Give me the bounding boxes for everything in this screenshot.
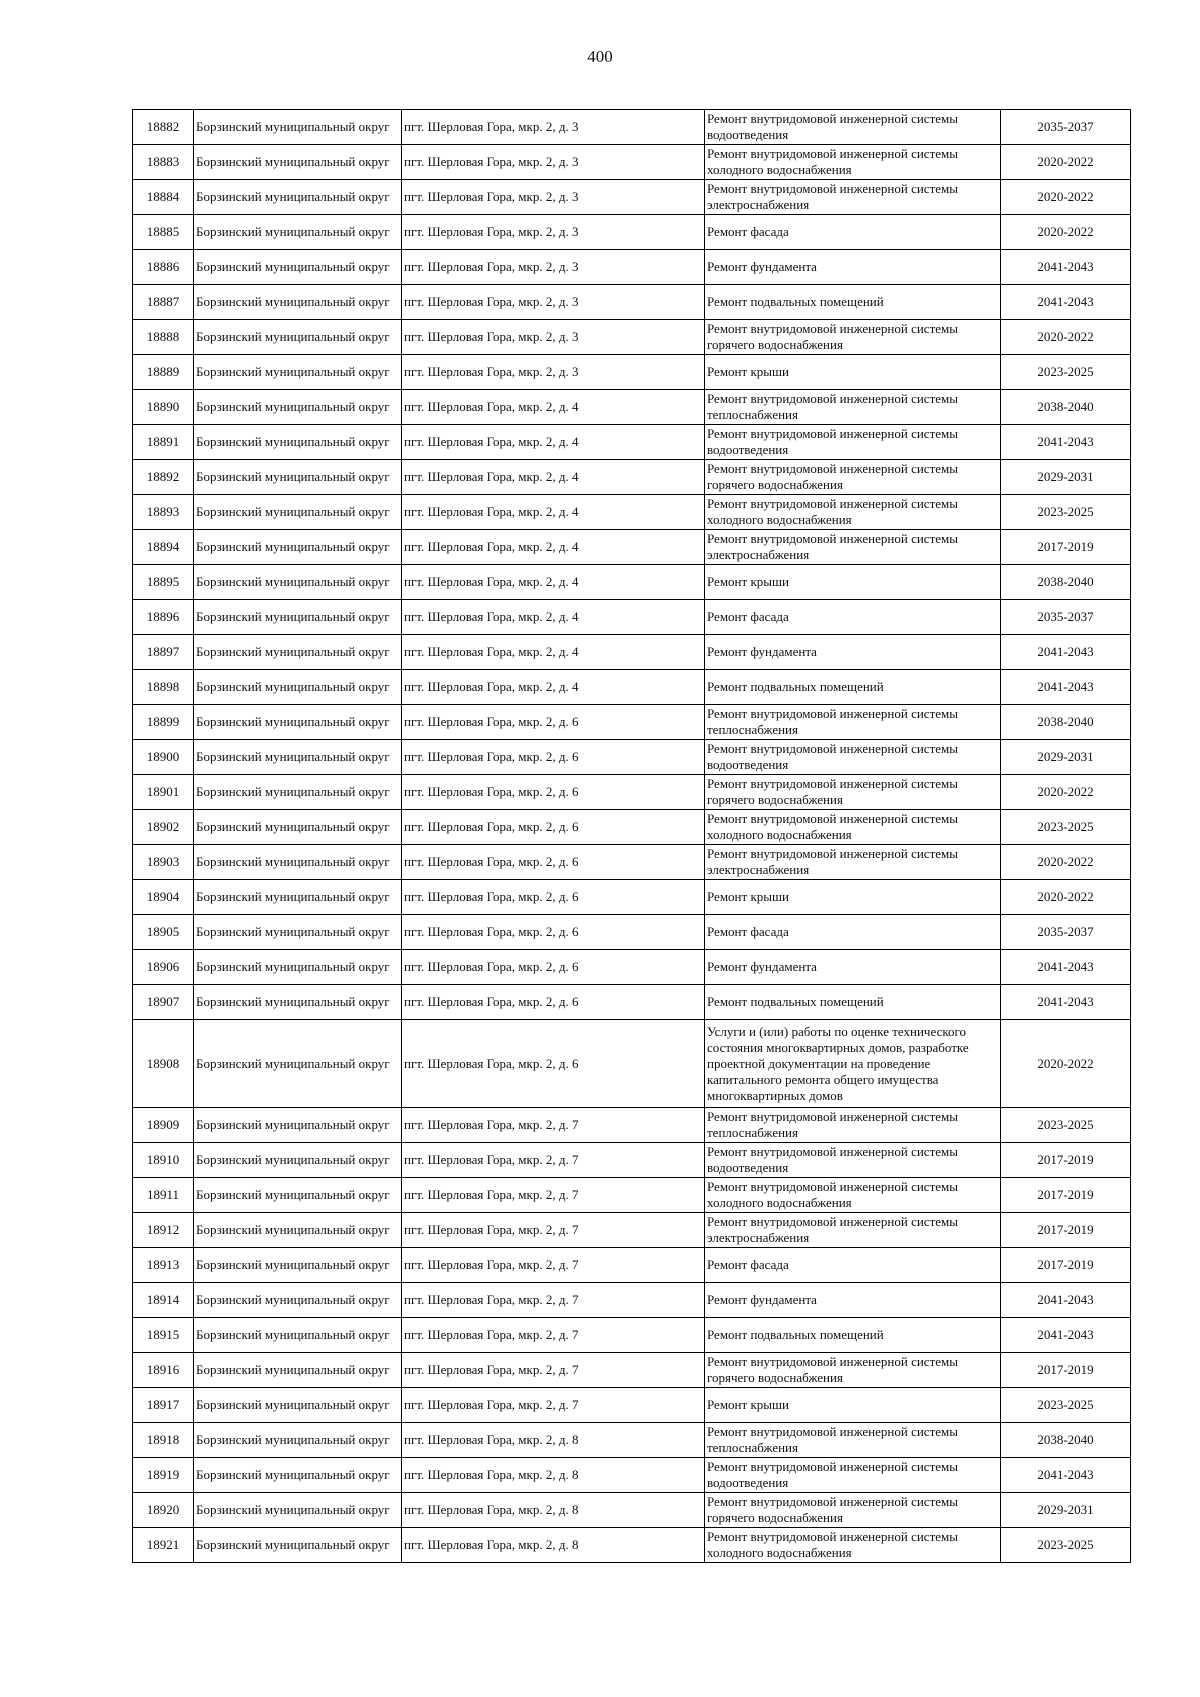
period-cell: 2020-2022 — [1001, 880, 1131, 915]
period-cell: 2041-2043 — [1001, 425, 1131, 460]
address-cell: пгт. Шерловая Гора, мкр. 2, д. 8 — [402, 1458, 705, 1493]
address-cell: пгт. Шерловая Гора, мкр. 2, д. 7 — [402, 1248, 705, 1283]
address-cell: пгт. Шерловая Гора, мкр. 2, д. 6 — [402, 915, 705, 950]
address-cell: пгт. Шерловая Гора, мкр. 2, д. 3 — [402, 250, 705, 285]
address-cell: пгт. Шерловая Гора, мкр. 2, д. 4 — [402, 635, 705, 670]
work-type-cell: Ремонт внутридомовой инженерной системы электроснабжения — [705, 845, 1001, 880]
period-cell: 2020-2022 — [1001, 145, 1131, 180]
table-row — [133, 110, 1131, 145]
work-type-cell: Ремонт фундамента — [705, 1283, 1001, 1318]
address-cell: пгт. Шерловая Гора, мкр. 2, д. 7 — [402, 1213, 705, 1248]
table-row — [133, 740, 1131, 775]
address-cell: пгт. Шерловая Гора, мкр. 2, д. 3 — [402, 145, 705, 180]
district-cell: Борзинский муниципальный округ — [194, 1493, 402, 1528]
row-number-cell: 18896 — [133, 600, 194, 635]
work-type-cell: Ремонт подвальных помещений — [705, 670, 1001, 705]
address-cell: пгт. Шерловая Гора, мкр. 2, д. 4 — [402, 565, 705, 600]
period-cell: 2017-2019 — [1001, 1143, 1131, 1178]
period-cell: 2041-2043 — [1001, 250, 1131, 285]
work-type-cell: Ремонт внутридомовой инженерной системы теплоснабжения — [705, 1423, 1001, 1458]
address-cell: пгт. Шерловая Гора, мкр. 2, д. 7 — [402, 1318, 705, 1353]
page-number: 400 — [587, 47, 613, 66]
row-number-cell: 18895 — [133, 565, 194, 600]
work-type-cell: Ремонт внутридомовой инженерной системы водоотведения — [705, 1458, 1001, 1493]
period-cell: 2041-2043 — [1001, 670, 1131, 705]
period-cell: 2041-2043 — [1001, 1458, 1131, 1493]
table-row — [133, 320, 1131, 355]
repair-schedule-table — [132, 109, 1131, 1563]
district-cell: Борзинский муниципальный округ — [194, 915, 402, 950]
table-row — [133, 1283, 1131, 1318]
work-type-cell: Ремонт внутридомовой инженерной системы холодного водоснабжения — [705, 810, 1001, 845]
period-cell: 2029-2031 — [1001, 1493, 1131, 1528]
address-cell: пгт. Шерловая Гора, мкр. 2, д. 7 — [402, 1143, 705, 1178]
period-cell: 2038-2040 — [1001, 1423, 1131, 1458]
district-cell: Борзинский муниципальный округ — [194, 110, 402, 145]
table-row — [133, 670, 1131, 705]
address-cell: пгт. Шерловая Гора, мкр. 2, д. 6 — [402, 845, 705, 880]
period-cell: 2041-2043 — [1001, 950, 1131, 985]
table-row — [133, 600, 1131, 635]
table-row — [133, 705, 1131, 740]
table-row — [133, 1493, 1131, 1528]
period-cell: 2020-2022 — [1001, 1020, 1131, 1108]
period-cell: 2020-2022 — [1001, 775, 1131, 810]
period-cell: 2023-2025 — [1001, 355, 1131, 390]
work-type-cell: Ремонт внутридомовой инженерной системы горячего водоснабжения — [705, 1493, 1001, 1528]
address-cell: пгт. Шерловая Гора, мкр. 2, д. 7 — [402, 1388, 705, 1423]
table-row — [133, 950, 1131, 985]
row-number-cell: 18894 — [133, 530, 194, 565]
row-number-cell: 18909 — [133, 1108, 194, 1143]
address-cell: пгт. Шерловая Гора, мкр. 2, д. 4 — [402, 670, 705, 705]
table-row — [133, 180, 1131, 215]
work-type-cell: Ремонт фундамента — [705, 950, 1001, 985]
row-number-cell: 18906 — [133, 950, 194, 985]
district-cell: Борзинский муниципальный округ — [194, 1283, 402, 1318]
row-number-cell: 18889 — [133, 355, 194, 390]
table-row — [133, 1248, 1131, 1283]
district-cell: Борзинский муниципальный округ — [194, 180, 402, 215]
work-type-cell: Ремонт подвальных помещений — [705, 285, 1001, 320]
row-number-cell: 18901 — [133, 775, 194, 810]
period-cell: 2038-2040 — [1001, 390, 1131, 425]
address-cell: пгт. Шерловая Гора, мкр. 2, д. 7 — [402, 1353, 705, 1388]
work-type-cell: Ремонт внутридомовой инженерной системы горячего водоснабжения — [705, 1353, 1001, 1388]
address-cell: пгт. Шерловая Гора, мкр. 2, д. 3 — [402, 320, 705, 355]
address-cell: пгт. Шерловая Гора, мкр. 2, д. 4 — [402, 600, 705, 635]
row-number-cell: 18914 — [133, 1283, 194, 1318]
district-cell: Борзинский муниципальный округ — [194, 1248, 402, 1283]
table-body — [133, 110, 1131, 1563]
period-cell: 2035-2037 — [1001, 915, 1131, 950]
row-number-cell: 18903 — [133, 845, 194, 880]
district-cell: Борзинский муниципальный округ — [194, 670, 402, 705]
period-cell: 2023-2025 — [1001, 810, 1131, 845]
address-cell: пгт. Шерловая Гора, мкр. 2, д. 7 — [402, 1178, 705, 1213]
row-number-cell: 18897 — [133, 635, 194, 670]
address-cell: пгт. Шерловая Гора, мкр. 2, д. 6 — [402, 810, 705, 845]
work-type-cell: Ремонт крыши — [705, 1388, 1001, 1423]
row-number-cell: 18887 — [133, 285, 194, 320]
address-cell: пгт. Шерловая Гора, мкр. 2, д. 3 — [402, 355, 705, 390]
row-number-cell: 18884 — [133, 180, 194, 215]
work-type-cell: Ремонт фундамента — [705, 635, 1001, 670]
period-cell: 2035-2037 — [1001, 110, 1131, 145]
row-number-cell: 18919 — [133, 1458, 194, 1493]
table-row — [133, 145, 1131, 180]
work-type-cell: Ремонт фундамента — [705, 250, 1001, 285]
district-cell: Борзинский муниципальный округ — [194, 495, 402, 530]
work-type-cell: Ремонт внутридомовой инженерной системы горячего водоснабжения — [705, 460, 1001, 495]
row-number-cell: 18883 — [133, 145, 194, 180]
table-row — [133, 635, 1131, 670]
district-cell: Борзинский муниципальный округ — [194, 320, 402, 355]
address-cell: пгт. Шерловая Гора, мкр. 2, д. 3 — [402, 215, 705, 250]
address-cell: пгт. Шерловая Гора, мкр. 2, д. 4 — [402, 495, 705, 530]
district-cell: Борзинский муниципальный округ — [194, 775, 402, 810]
district-cell: Борзинский муниципальный округ — [194, 1353, 402, 1388]
district-cell: Борзинский муниципальный округ — [194, 1528, 402, 1563]
district-cell: Борзинский муниципальный округ — [194, 355, 402, 390]
address-cell: пгт. Шерловая Гора, мкр. 2, д. 3 — [402, 285, 705, 320]
period-cell: 2029-2031 — [1001, 740, 1131, 775]
period-cell: 2023-2025 — [1001, 1108, 1131, 1143]
row-number-cell: 18917 — [133, 1388, 194, 1423]
district-cell: Борзинский муниципальный округ — [194, 1213, 402, 1248]
row-number-cell: 18899 — [133, 705, 194, 740]
row-number-cell: 18891 — [133, 425, 194, 460]
district-cell: Борзинский муниципальный округ — [194, 1318, 402, 1353]
work-type-cell: Услуги и (или) работы по оценке технического состояния многоквартирных домов, разработке проектной документации на проведение капитального ремонта общего имущества многоквартирных домов — [705, 1020, 1001, 1108]
district-cell: Борзинский муниципальный округ — [194, 1388, 402, 1423]
table-row — [133, 915, 1131, 950]
table-row — [133, 1318, 1131, 1353]
table-row — [133, 1020, 1131, 1108]
address-cell: пгт. Шерловая Гора, мкр. 2, д. 6 — [402, 775, 705, 810]
period-cell: 2023-2025 — [1001, 1388, 1131, 1423]
work-type-cell: Ремонт фасада — [705, 600, 1001, 635]
table-row — [133, 215, 1131, 250]
district-cell: Борзинский муниципальный округ — [194, 1020, 402, 1108]
row-number-cell: 18918 — [133, 1423, 194, 1458]
table-row — [133, 390, 1131, 425]
row-number-cell: 18902 — [133, 810, 194, 845]
table-row — [133, 460, 1131, 495]
table-row — [133, 1213, 1131, 1248]
address-cell: пгт. Шерловая Гора, мкр. 2, д. 7 — [402, 1283, 705, 1318]
row-number-cell: 18915 — [133, 1318, 194, 1353]
period-cell: 2023-2025 — [1001, 495, 1131, 530]
district-cell: Борзинский муниципальный округ — [194, 390, 402, 425]
district-cell: Борзинский муниципальный округ — [194, 1143, 402, 1178]
work-type-cell: Ремонт внутридомовой инженерной системы горячего водоснабжения — [705, 320, 1001, 355]
district-cell: Борзинский муниципальный округ — [194, 845, 402, 880]
table-row — [133, 1423, 1131, 1458]
table-row — [133, 530, 1131, 565]
table-row — [133, 985, 1131, 1020]
table-row — [133, 355, 1131, 390]
period-cell: 2029-2031 — [1001, 460, 1131, 495]
work-type-cell: Ремонт внутридомовой инженерной системы теплоснабжения — [705, 390, 1001, 425]
row-number-cell: 18888 — [133, 320, 194, 355]
address-cell: пгт. Шерловая Гора, мкр. 2, д. 7 — [402, 1108, 705, 1143]
row-number-cell: 18912 — [133, 1213, 194, 1248]
period-cell: 2041-2043 — [1001, 985, 1131, 1020]
address-cell: пгт. Шерловая Гора, мкр. 2, д. 3 — [402, 110, 705, 145]
district-cell: Борзинский муниципальный округ — [194, 250, 402, 285]
table-row — [133, 565, 1131, 600]
work-type-cell: Ремонт подвальных помещений — [705, 1318, 1001, 1353]
row-number-cell: 18913 — [133, 1248, 194, 1283]
address-cell: пгт. Шерловая Гора, мкр. 2, д. 8 — [402, 1423, 705, 1458]
table-row — [133, 810, 1131, 845]
district-cell: Борзинский муниципальный округ — [194, 1423, 402, 1458]
district-cell: Борзинский муниципальный округ — [194, 985, 402, 1020]
work-type-cell: Ремонт внутридомовой инженерной системы водоотведения — [705, 425, 1001, 460]
district-cell: Борзинский муниципальный округ — [194, 810, 402, 845]
row-number-cell: 18886 — [133, 250, 194, 285]
table-row — [133, 1458, 1131, 1493]
work-type-cell: Ремонт внутридомовой инженерной системы электроснабжения — [705, 1213, 1001, 1248]
table-row — [133, 250, 1131, 285]
district-cell: Борзинский муниципальный округ — [194, 285, 402, 320]
district-cell: Борзинский муниципальный округ — [194, 530, 402, 565]
period-cell: 2035-2037 — [1001, 600, 1131, 635]
row-number-cell: 18900 — [133, 740, 194, 775]
address-cell: пгт. Шерловая Гора, мкр. 2, д. 4 — [402, 390, 705, 425]
period-cell: 2023-2025 — [1001, 1528, 1131, 1563]
period-cell: 2038-2040 — [1001, 565, 1131, 600]
address-cell: пгт. Шерловая Гора, мкр. 2, д. 6 — [402, 1020, 705, 1108]
district-cell: Борзинский муниципальный округ — [194, 705, 402, 740]
period-cell: 2017-2019 — [1001, 530, 1131, 565]
table-row — [133, 1108, 1131, 1143]
period-cell: 2017-2019 — [1001, 1248, 1131, 1283]
address-cell: пгт. Шерловая Гора, мкр. 2, д. 6 — [402, 705, 705, 740]
period-cell: 2020-2022 — [1001, 180, 1131, 215]
work-type-cell: Ремонт фасада — [705, 215, 1001, 250]
table-row — [133, 775, 1131, 810]
district-cell: Борзинский муниципальный округ — [194, 950, 402, 985]
row-number-cell: 18890 — [133, 390, 194, 425]
table-row — [133, 1178, 1131, 1213]
district-cell: Борзинский муниципальный округ — [194, 145, 402, 180]
work-type-cell: Ремонт внутридомовой инженерной системы теплоснабжения — [705, 1108, 1001, 1143]
address-cell: пгт. Шерловая Гора, мкр. 2, д. 6 — [402, 985, 705, 1020]
address-cell: пгт. Шерловая Гора, мкр. 2, д. 6 — [402, 880, 705, 915]
address-cell: пгт. Шерловая Гора, мкр. 2, д. 4 — [402, 530, 705, 565]
row-number-cell: 18920 — [133, 1493, 194, 1528]
district-cell: Борзинский муниципальный округ — [194, 425, 402, 460]
address-cell: пгт. Шерловая Гора, мкр. 2, д. 6 — [402, 950, 705, 985]
table-row — [133, 845, 1131, 880]
work-type-cell: Ремонт фасада — [705, 915, 1001, 950]
row-number-cell: 18905 — [133, 915, 194, 950]
table-row — [133, 1353, 1131, 1388]
work-type-cell: Ремонт внутридомовой инженерной системы холодного водоснабжения — [705, 1528, 1001, 1563]
period-cell: 2041-2043 — [1001, 635, 1131, 670]
work-type-cell: Ремонт фасада — [705, 1248, 1001, 1283]
work-type-cell: Ремонт крыши — [705, 355, 1001, 390]
period-cell: 2020-2022 — [1001, 215, 1131, 250]
district-cell: Борзинский муниципальный округ — [194, 215, 402, 250]
work-type-cell: Ремонт крыши — [705, 565, 1001, 600]
work-type-cell: Ремонт внутридомовой инженерной системы холодного водоснабжения — [705, 495, 1001, 530]
district-cell: Борзинский муниципальный округ — [194, 565, 402, 600]
period-cell: 2017-2019 — [1001, 1353, 1131, 1388]
row-number-cell: 18893 — [133, 495, 194, 530]
period-cell: 2041-2043 — [1001, 1283, 1131, 1318]
period-cell: 2017-2019 — [1001, 1213, 1131, 1248]
period-cell: 2038-2040 — [1001, 705, 1131, 740]
table-row — [133, 495, 1131, 530]
period-cell: 2041-2043 — [1001, 1318, 1131, 1353]
district-cell: Борзинский муниципальный округ — [194, 740, 402, 775]
table-row — [133, 1388, 1131, 1423]
work-type-cell: Ремонт внутридомовой инженерной системы водоотведения — [705, 740, 1001, 775]
table-row — [133, 285, 1131, 320]
work-type-cell: Ремонт внутридомовой инженерной системы водоотведения — [705, 110, 1001, 145]
row-number-cell: 18921 — [133, 1528, 194, 1563]
address-cell: пгт. Шерловая Гора, мкр. 2, д. 8 — [402, 1493, 705, 1528]
row-number-cell: 18907 — [133, 985, 194, 1020]
district-cell: Борзинский муниципальный округ — [194, 880, 402, 915]
row-number-cell: 18904 — [133, 880, 194, 915]
work-type-cell: Ремонт внутридомовой инженерной системы водоотведения — [705, 1143, 1001, 1178]
work-type-cell: Ремонт внутридомовой инженерной системы электроснабжения — [705, 530, 1001, 565]
district-cell: Борзинский муниципальный округ — [194, 1458, 402, 1493]
table-row — [133, 1528, 1131, 1563]
row-number-cell: 18908 — [133, 1020, 194, 1108]
row-number-cell: 18898 — [133, 670, 194, 705]
row-number-cell: 18885 — [133, 215, 194, 250]
work-type-cell: Ремонт внутридомовой инженерной системы электроснабжения — [705, 180, 1001, 215]
address-cell: пгт. Шерловая Гора, мкр. 2, д. 6 — [402, 740, 705, 775]
period-cell: 2041-2043 — [1001, 285, 1131, 320]
district-cell: Борзинский муниципальный округ — [194, 1178, 402, 1213]
work-type-cell: Ремонт внутридомовой инженерной системы теплоснабжения — [705, 705, 1001, 740]
table-row — [133, 880, 1131, 915]
address-cell: пгт. Шерловая Гора, мкр. 2, д. 3 — [402, 180, 705, 215]
address-cell: пгт. Шерловая Гора, мкр. 2, д. 8 — [402, 1528, 705, 1563]
period-cell: 2020-2022 — [1001, 320, 1131, 355]
period-cell: 2020-2022 — [1001, 845, 1131, 880]
table-row — [133, 425, 1131, 460]
row-number-cell: 18911 — [133, 1178, 194, 1213]
work-type-cell: Ремонт подвальных помещений — [705, 985, 1001, 1020]
period-cell: 2017-2019 — [1001, 1178, 1131, 1213]
work-type-cell: Ремонт крыши — [705, 880, 1001, 915]
row-number-cell: 18916 — [133, 1353, 194, 1388]
district-cell: Борзинский муниципальный округ — [194, 1108, 402, 1143]
work-type-cell: Ремонт внутридомовой инженерной системы холодного водоснабжения — [705, 145, 1001, 180]
address-cell: пгт. Шерловая Гора, мкр. 2, д. 4 — [402, 425, 705, 460]
work-type-cell: Ремонт внутридомовой инженерной системы холодного водоснабжения — [705, 1178, 1001, 1213]
row-number-cell: 18882 — [133, 110, 194, 145]
row-number-cell: 18910 — [133, 1143, 194, 1178]
district-cell: Борзинский муниципальный округ — [194, 460, 402, 495]
row-number-cell: 18892 — [133, 460, 194, 495]
address-cell: пгт. Шерловая Гора, мкр. 2, д. 4 — [402, 460, 705, 495]
district-cell: Борзинский муниципальный округ — [194, 600, 402, 635]
district-cell: Борзинский муниципальный округ — [194, 635, 402, 670]
table-row — [133, 1143, 1131, 1178]
work-type-cell: Ремонт внутридомовой инженерной системы горячего водоснабжения — [705, 775, 1001, 810]
